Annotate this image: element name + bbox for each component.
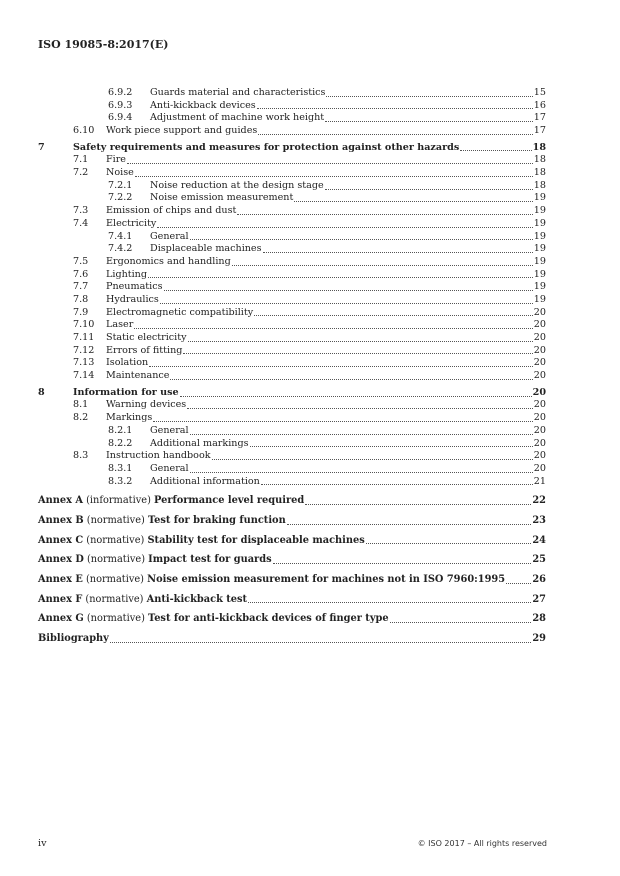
toc-entry-number: 8.3.2 — [108, 475, 133, 487]
toc-entry-page: 18 — [532, 141, 546, 153]
toc-subsubsection-entry[interactable] — [38, 87, 546, 100]
toc-dot-leader — [250, 446, 533, 447]
toc-entry-page: 20 — [533, 306, 546, 318]
toc-entry-title: Errors of fitting — [106, 344, 183, 356]
toc-entry-page: 20 — [533, 332, 546, 344]
toc-entry-number: 7.11 — [73, 332, 95, 344]
toc-entry-number: 8.3 — [73, 450, 89, 462]
toc-entry-title: Pneumatics — [106, 281, 163, 293]
annex-title: Impact test for guards — [148, 554, 272, 566]
toc-subsection-entry[interactable] — [38, 345, 546, 358]
toc-subsection-entry[interactable] — [38, 332, 546, 345]
toc-subsection-entry[interactable] — [38, 218, 546, 231]
toc-dot-leader — [460, 150, 531, 151]
toc-entry-number: 7.4 — [73, 217, 89, 229]
toc-entry-title: Electricity — [106, 217, 157, 229]
annex-kind: (normative) — [86, 554, 146, 566]
annex-title: Performance level required — [154, 495, 305, 507]
toc-entry-page: 20 — [533, 412, 546, 424]
toc-entry-number: 8 — [38, 386, 45, 398]
annex-kind: (normative) — [85, 593, 144, 605]
toc-entry-page: 15 — [533, 86, 546, 98]
toc-entry-title: General — [150, 462, 189, 474]
toc-dot-leader — [248, 602, 531, 603]
toc-entry-number: 7.5 — [73, 255, 89, 267]
toc-entry-title: Displaceable machines — [150, 243, 262, 255]
toc-dot-leader — [258, 134, 532, 135]
toc-entry-number: 7.3 — [73, 205, 89, 217]
bibliography-page: 29 — [532, 633, 546, 645]
toc-entry-page: 18 — [533, 179, 546, 191]
toc-entry-page: 20 — [533, 399, 546, 411]
toc-entry-title: Noise emission measurement — [150, 192, 294, 204]
toc-entry-page: 20 — [533, 450, 546, 462]
annex-kind: (normative) — [86, 613, 145, 625]
annex-page: 26 — [532, 574, 546, 586]
toc-entry-title: Noise — [106, 167, 134, 179]
toc-dot-leader — [190, 434, 533, 435]
annex-label: Annex C — [38, 534, 84, 546]
toc-subsubsection-entry[interactable] — [38, 100, 546, 113]
toc-entry-number: 7 — [38, 141, 45, 153]
toc-entry-page: 20 — [532, 386, 546, 398]
toc-entry-page: 19 — [533, 281, 546, 293]
annex-title: Test for braking function — [147, 514, 286, 526]
toc-subsubsection-entry[interactable] — [38, 180, 546, 193]
toc-subsection-entry[interactable] — [38, 357, 546, 370]
toc-entry-number: 7.12 — [73, 344, 95, 356]
toc-entry-page: 20 — [533, 319, 546, 331]
annex-kind: (normative) — [86, 534, 145, 546]
toc-entry-title: Laser — [106, 319, 134, 331]
toc-entry-page: 20 — [533, 344, 546, 356]
toc-dot-leader — [149, 366, 533, 367]
toc-subsection-entry[interactable] — [38, 370, 546, 383]
annex-page: 27 — [532, 593, 546, 605]
toc-dot-leader — [257, 108, 533, 109]
toc-entry-page: 19 — [533, 205, 546, 217]
toc-dot-leader — [305, 504, 531, 505]
table-of-contents — [38, 87, 546, 646]
toc-subsubsection-entry[interactable] — [38, 193, 546, 206]
toc-entry-number: 7.2.1 — [108, 179, 133, 191]
annex-title: Test for anti-kickback devices of finger type — [148, 613, 389, 625]
toc-entry-number: 7.4.1 — [108, 230, 133, 242]
toc-dot-leader — [188, 341, 533, 342]
toc-entry-page: 20 — [533, 357, 546, 369]
toc-entry-number: 7.2.2 — [108, 192, 133, 204]
toc-annex-entry[interactable] — [38, 515, 546, 528]
toc-entry-title: General — [150, 230, 189, 242]
toc-subsection-entry[interactable] — [38, 450, 546, 463]
toc-annex-entry[interactable] — [38, 613, 546, 626]
toc-entry-title: Markings — [106, 412, 153, 424]
toc-dot-leader — [237, 214, 532, 215]
toc-subsection-entry[interactable] — [38, 269, 546, 282]
toc-dot-leader — [232, 265, 533, 266]
toc-entry-title: Isolation — [106, 357, 149, 369]
toc-entry-page: 19 — [533, 217, 546, 229]
toc-entry-number: 7.14 — [73, 370, 95, 382]
document-id: ISO 19085-8:2017(E) — [38, 38, 169, 51]
annex-kind: (normative) — [86, 514, 145, 526]
toc-entry-page: 16 — [533, 99, 546, 111]
toc-dot-leader — [153, 421, 533, 422]
toc-entry-title: Adjustment of machine work height — [150, 112, 325, 124]
toc-dot-leader — [164, 290, 533, 291]
toc-dot-leader — [148, 277, 533, 278]
toc-bibliography-entry[interactable] — [38, 633, 546, 646]
toc-subsection-entry[interactable] — [38, 307, 546, 320]
toc-subsection-entry[interactable] — [38, 400, 546, 413]
toc-entry-number: 8.1 — [73, 399, 89, 411]
annex-page: 22 — [532, 495, 546, 507]
toc-dot-leader — [263, 252, 533, 253]
toc-entry-title: Safety requirements and measures for protection against other hazards — [73, 141, 460, 153]
toc-entry-number: 7.2 — [73, 167, 89, 179]
toc-dot-leader — [212, 459, 533, 460]
toc-dot-leader — [110, 642, 532, 643]
toc-entry-page: 17 — [533, 112, 546, 124]
toc-dot-leader — [160, 303, 533, 304]
toc-entry-number: 7.9 — [73, 306, 89, 318]
toc-entry-number: 7.13 — [73, 357, 95, 369]
toc-entry-title: Anti-kickback devices — [150, 99, 256, 111]
toc-section-entry[interactable] — [38, 387, 546, 400]
page-number: iv — [38, 838, 47, 849]
toc-entry-number: 7.1 — [73, 154, 89, 166]
toc-entry-number: 8.3.1 — [108, 462, 133, 474]
toc-annex-entry[interactable] — [38, 495, 546, 508]
toc-dot-leader — [325, 121, 533, 122]
annex-label: Annex F — [38, 593, 83, 605]
annex-label: Annex G — [38, 613, 84, 625]
toc-entry-number: 8.2 — [73, 412, 89, 424]
toc-section-entry[interactable] — [38, 142, 546, 155]
toc-entry-number: 6.9.4 — [108, 112, 133, 124]
annex-label: Annex E — [38, 574, 83, 586]
annex-page: 24 — [532, 534, 546, 546]
toc-dot-leader — [287, 524, 532, 525]
copyright-notice: © ISO 2017 – All rights reserved — [417, 839, 547, 848]
toc-subsubsection-entry[interactable] — [38, 438, 546, 451]
toc-dot-leader — [183, 353, 532, 354]
toc-entry-page: 19 — [533, 255, 546, 267]
toc-subsection-entry[interactable] — [38, 281, 546, 294]
toc-entry-page: 19 — [533, 243, 546, 255]
annex-title: Stability test for displaceable machines — [147, 534, 365, 546]
toc-entry-title: Ergonomics and handling — [106, 255, 231, 267]
annex-title: Noise emission measurement for machines not in ISO 7960:1995 — [147, 574, 506, 586]
toc-entry-page: 19 — [533, 192, 546, 204]
toc-entry-title: Maintenance — [106, 370, 170, 382]
toc-dot-leader — [325, 189, 533, 190]
toc-entry-title: Information for use — [73, 386, 179, 398]
toc-dot-leader — [135, 176, 533, 177]
toc-entry-number: 7.4.2 — [108, 243, 133, 255]
toc-dot-leader — [180, 396, 532, 397]
toc-entry-page: 21 — [533, 475, 546, 487]
toc-annex-entry[interactable] — [38, 554, 546, 567]
toc-entry-title: Static electricity — [106, 332, 187, 344]
toc-entry-title: Lighting — [106, 268, 148, 280]
toc-entry-title: Warning devices — [106, 399, 187, 411]
toc-entry-title: Instruction handbook — [106, 450, 211, 462]
toc-subsection-entry[interactable] — [38, 412, 546, 425]
toc-entry-title: Emission of chips and dust — [106, 205, 237, 217]
annex-title: Anti-kickback test — [146, 593, 248, 605]
toc-entry-number: 8.2.2 — [108, 437, 133, 449]
toc-annex-entry[interactable] — [38, 574, 546, 587]
toc-entry-number: 7.7 — [73, 281, 89, 293]
annex-kind: (normative) — [85, 574, 145, 586]
annex-label: Annex A — [38, 495, 83, 507]
toc-entry-title: Work piece support and guides — [106, 125, 258, 137]
toc-annex-entry[interactable] — [38, 535, 546, 548]
toc-entry-title: General — [150, 424, 189, 436]
toc-dot-leader — [190, 239, 533, 240]
toc-subsubsection-entry[interactable] — [38, 425, 546, 438]
toc-entry-number: 6.9.2 — [108, 86, 133, 98]
toc-dot-leader — [190, 472, 533, 473]
annex-label: Annex B — [38, 514, 84, 526]
toc-dot-leader — [390, 622, 532, 623]
annex-label: Annex D — [38, 554, 84, 566]
toc-dot-leader — [294, 201, 532, 202]
toc-entry-number: 7.6 — [73, 268, 89, 280]
toc-dot-leader — [273, 563, 532, 564]
toc-annex-entry[interactable] — [38, 594, 546, 607]
toc-subsection-entry[interactable] — [38, 294, 546, 307]
toc-entry-page: 20 — [533, 462, 546, 474]
bibliography-title: Bibliography — [38, 633, 109, 645]
toc-subsection-entry[interactable] — [38, 319, 546, 332]
annex-page: 25 — [532, 554, 546, 566]
toc-entry-page: 18 — [533, 167, 546, 179]
toc-subsubsection-entry[interactable] — [38, 243, 546, 256]
annex-kind: (informative) — [86, 495, 151, 507]
toc-dot-leader — [506, 583, 531, 584]
toc-subsection-entry[interactable] — [38, 256, 546, 269]
toc-subsection-entry[interactable] — [38, 167, 546, 180]
toc-subsubsection-entry[interactable] — [38, 112, 546, 125]
toc-dot-leader — [157, 227, 532, 228]
toc-dot-leader — [134, 328, 533, 329]
toc-entry-page: 19 — [533, 268, 546, 280]
toc-entry-title: Hydraulics — [106, 293, 159, 305]
toc-entry-page: 17 — [533, 125, 546, 137]
toc-entry-page: 18 — [533, 154, 546, 166]
toc-dot-leader — [187, 408, 533, 409]
toc-subsubsection-entry[interactable] — [38, 476, 546, 489]
toc-entry-number: 6.9.3 — [108, 99, 133, 111]
toc-dot-leader — [326, 96, 532, 97]
toc-subsubsection-entry[interactable] — [38, 463, 546, 476]
annex-page: 28 — [532, 613, 546, 625]
toc-entry-page: 20 — [533, 437, 546, 449]
toc-entry-title: Noise reduction at the design stage — [150, 179, 324, 191]
toc-entry-title: Additional markings — [150, 437, 249, 449]
toc-entry-title: Additional information — [150, 475, 260, 487]
toc-entry-title: Electromagnetic compatibility — [106, 306, 254, 318]
toc-entry-number: 7.10 — [73, 319, 95, 331]
toc-entry-title: Guards material and characteristics — [150, 86, 326, 98]
toc-dot-leader — [127, 163, 533, 164]
toc-subsection-entry[interactable] — [38, 205, 546, 218]
toc-dot-leader — [254, 315, 533, 316]
toc-dot-leader — [170, 379, 532, 380]
toc-entry-number: 7.8 — [73, 293, 89, 305]
toc-entry-page: 19 — [533, 230, 546, 242]
toc-entry-page: 19 — [533, 293, 546, 305]
toc-subsection-entry[interactable] — [38, 154, 546, 167]
toc-entry-number: 8.2.1 — [108, 424, 133, 436]
annex-page: 23 — [532, 514, 546, 526]
toc-entry-page: 20 — [533, 370, 546, 382]
toc-subsection-entry[interactable] — [38, 125, 546, 138]
toc-entry-title: Fire — [106, 154, 126, 166]
toc-entry-number: 6.10 — [73, 125, 95, 137]
toc-entry-page: 20 — [533, 424, 546, 436]
toc-subsubsection-entry[interactable] — [38, 231, 546, 244]
toc-dot-leader — [366, 543, 532, 544]
toc-dot-leader — [261, 484, 533, 485]
